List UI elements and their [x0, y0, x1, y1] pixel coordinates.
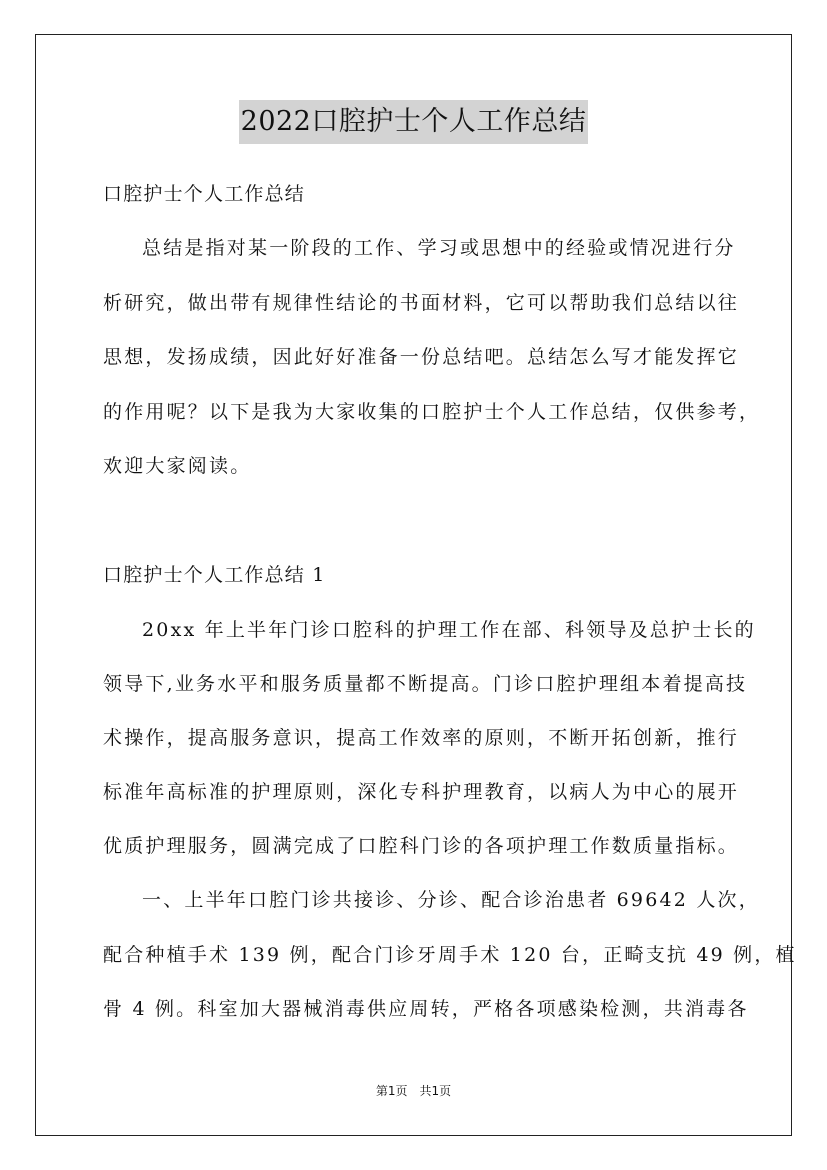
intro-line: 思想，发扬成绩，因此好好准备一份总结吧。总结怎么写才能发挥它 — [103, 346, 740, 368]
body-line: 标准年高标准的护理原则，深化专科护理教育，以病人为中心的展开 — [103, 781, 740, 803]
document-title: 2022口腔护士个人工作总结 — [239, 100, 589, 144]
subheading: 口腔护士个人工作总结 1 — [103, 564, 326, 586]
body-line: 20xx 年上半年门诊口腔科的护理工作在部、科领导及总护士长的 — [142, 619, 756, 641]
body-line: 领导下,业务水平和服务质量都不断提高。门诊口腔护理组本着提高技 — [103, 673, 748, 695]
intro-line: 欢迎大家阅读。 — [103, 455, 252, 477]
body-line: 优质护理服务，圆满完成了口腔科门诊的各项护理工作数质量指标。 — [103, 835, 740, 857]
body-line: 骨 4 例。科室加大器械消毒供应周转，严格各项感染检测，共消毒各 — [103, 998, 749, 1020]
body-line: 配合种植手术 139 例，配合门诊牙周手术 120 台，正畸支抗 49 例，植 — [103, 944, 797, 966]
page-footer — [0, 1082, 827, 1100]
page-number: 第1页 — [375, 1084, 408, 1098]
page-total: 共1页 — [419, 1084, 452, 1098]
intro-line: 的作用呢？以下是我为大家收集的口腔护士个人工作总结，仅供参考， — [103, 401, 761, 423]
intro-line: 析研究，做出带有规律性结论的书面材料，它可以帮助我们总结以往 — [103, 292, 740, 314]
section-heading: 口腔护士个人工作总结 — [103, 183, 306, 205]
body-line: 术操作，提高服务意识，提高工作效率的原则，不断开拓创新，推行 — [103, 727, 740, 749]
title-container — [0, 100, 827, 144]
body-line: 一、上半年口腔门诊共接诊、分诊、配合诊治患者 69642 人次， — [142, 889, 760, 911]
intro-line: 总结是指对某一阶段的工作、学习或思想中的经验或情况进行分 — [142, 237, 736, 259]
